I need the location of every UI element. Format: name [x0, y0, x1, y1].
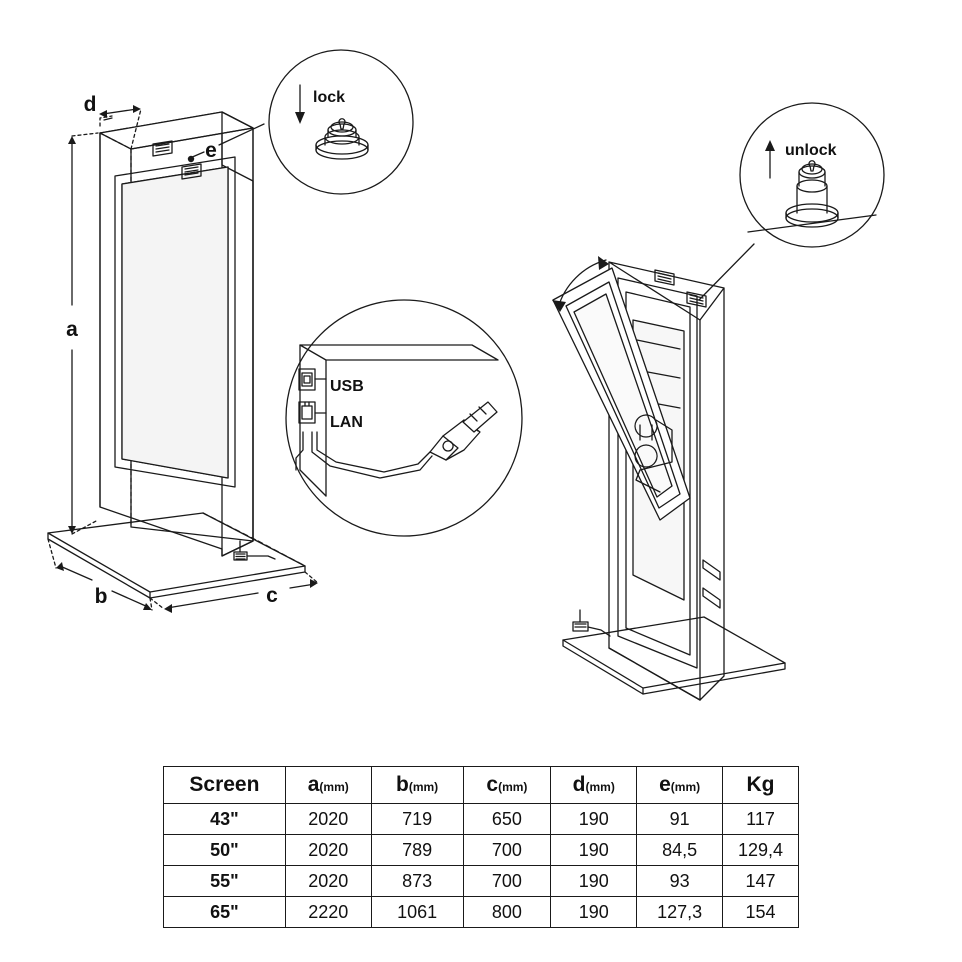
usb-port-label: USB — [330, 378, 364, 395]
cell-b: 873 — [371, 866, 463, 897]
column-header-screen-label: Screen — [189, 773, 260, 796]
dim-label-d: d — [83, 93, 97, 116]
cell-e: 127,3 — [637, 897, 723, 928]
specifications-table — [163, 766, 799, 928]
cell-c: 650 — [463, 804, 551, 835]
cell-screen: 55" — [164, 866, 286, 897]
column-header-d-label: d — [572, 773, 586, 796]
cell-b: 789 — [371, 835, 463, 866]
column-header-e — [637, 767, 723, 804]
ports-detail-circle — [286, 300, 522, 536]
table-row — [164, 804, 799, 835]
cell-a: 2220 — [285, 897, 371, 928]
cell-e: 84,5 — [637, 835, 723, 866]
cell-a: 2020 — [285, 804, 371, 835]
lock-detail-circle — [269, 50, 413, 194]
cell-b: 1061 — [371, 897, 463, 928]
lan-port-label: LAN — [330, 414, 363, 431]
column-header-d — [551, 767, 637, 804]
cell-kg: 154 — [723, 897, 799, 928]
cell-e: 93 — [637, 866, 723, 897]
table-row — [164, 835, 799, 866]
dim-label-a: a — [66, 318, 78, 341]
dim-label-c: c — [266, 584, 278, 607]
column-header-c-label: c — [486, 773, 499, 796]
column-header-kg-label: Kg — [746, 773, 775, 796]
cell-screen: 50" — [164, 835, 286, 866]
cell-screen: 43" — [164, 804, 286, 835]
cell-e: 91 — [637, 804, 723, 835]
cell-a: 2020 — [285, 866, 371, 897]
cell-d: 190 — [551, 897, 637, 928]
cell-kg: 117 — [723, 804, 799, 835]
unlock-label: unlock — [785, 142, 837, 159]
column-header-b — [371, 767, 463, 804]
column-header-a-unit: (mm) — [319, 780, 349, 794]
cell-b: 719 — [371, 804, 463, 835]
column-header-b-label: b — [396, 773, 409, 796]
table-row — [164, 866, 799, 897]
column-header-kg — [723, 767, 799, 804]
cell-c: 800 — [463, 897, 551, 928]
column-header-a — [285, 767, 371, 804]
table-row — [164, 897, 799, 928]
column-header-d-unit: (mm) — [585, 780, 615, 794]
table-header-row — [164, 767, 799, 804]
cell-kg: 129,4 — [723, 835, 799, 866]
cell-c: 700 — [463, 866, 551, 897]
cell-a: 2020 — [285, 835, 371, 866]
column-header-a-label: a — [307, 773, 320, 796]
cell-d: 190 — [551, 804, 637, 835]
cell-kg: 147 — [723, 866, 799, 897]
cell-d: 190 — [551, 866, 637, 897]
cell-d: 190 — [551, 835, 637, 866]
column-header-e-label: e — [659, 773, 671, 796]
cell-c: 700 — [463, 835, 551, 866]
column-header-c — [463, 767, 551, 804]
lock-label: lock — [313, 89, 346, 106]
unlock-detail-circle — [740, 103, 884, 247]
dim-label-e: e — [205, 139, 217, 162]
kiosk-front-view — [48, 105, 318, 613]
dim-label-b: b — [94, 585, 108, 608]
column-header-c-unit: (mm) — [498, 780, 528, 794]
column-header-b-unit: (mm) — [408, 780, 439, 794]
column-header-e-unit: (mm) — [670, 780, 701, 794]
cell-screen: 65" — [164, 897, 286, 928]
kiosk-open-view — [552, 244, 785, 700]
column-header-screen — [164, 767, 286, 804]
